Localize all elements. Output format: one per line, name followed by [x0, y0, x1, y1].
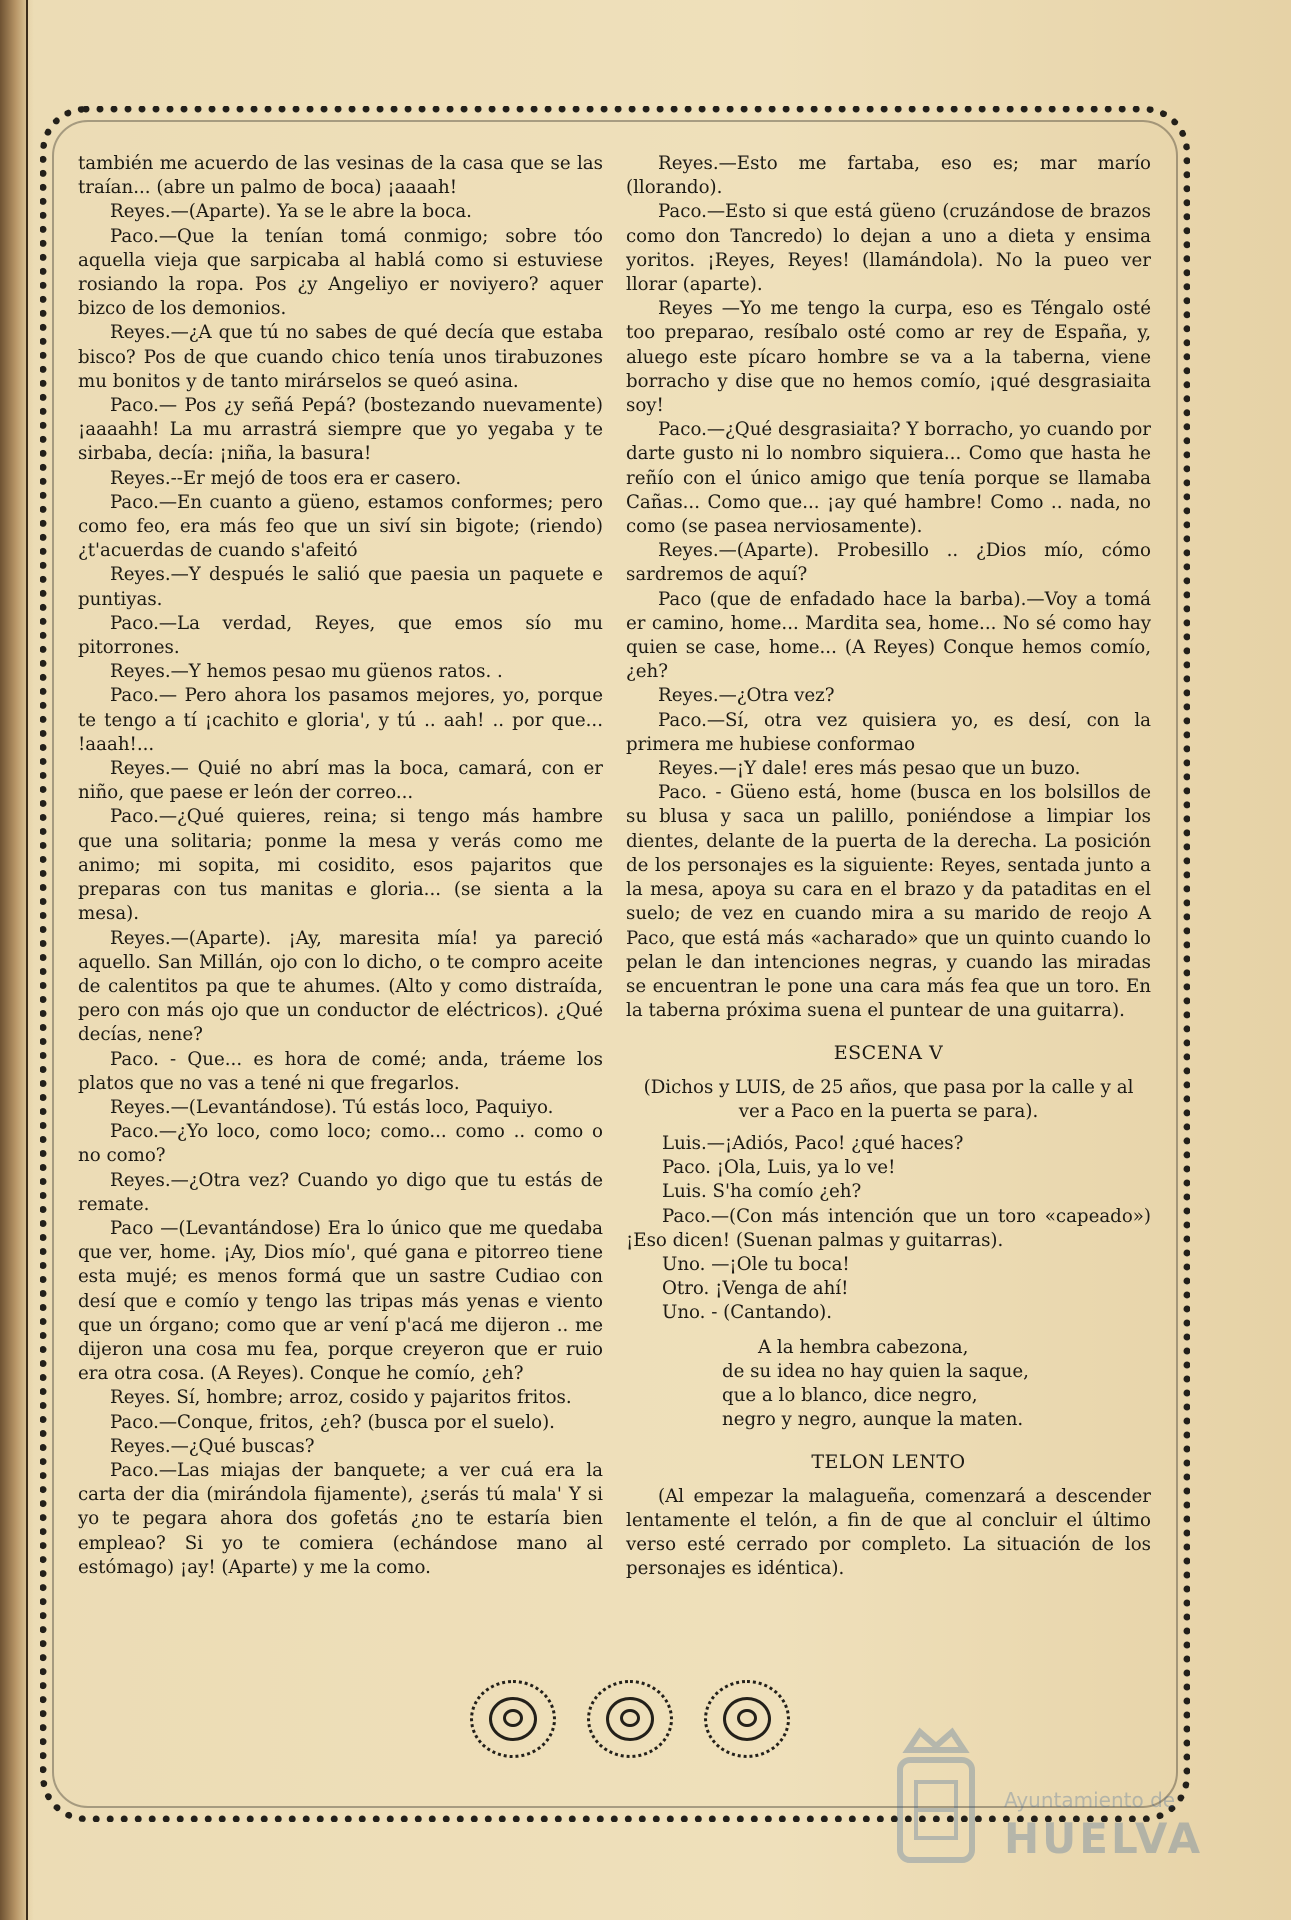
paragraph: Reyes.— Quié no abrí mas la boca, camará, con er niño, que paese er león der correo...: [78, 758, 603, 804]
watermark-text: [1004, 1788, 1214, 1863]
paragraph: Paco.—La verdad, Reyes, que emos sío mu pitorrones.: [78, 612, 603, 659]
verse-line: A la hembra cabezona,: [758, 1336, 969, 1358]
dialog-line: Otro. ¡Venga de ahí!: [662, 1278, 849, 1300]
paragraph: Paco.—¿Yo loco, como loco; como... como .. como o no como?: [78, 1121, 603, 1167]
paragraph: Paco.—Conque, fritos, ¿eh? (busca por el suelo).: [110, 1411, 555, 1433]
left-column: [78, 152, 603, 1580]
right-column: [626, 152, 1151, 1581]
rose-ornament-icon: [587, 1680, 673, 1758]
paragraph: Paco.—Sí, otra vez quisiera yo, es desí, con la primera me hubiese conformao: [626, 709, 1151, 755]
verse-line: negro y negro, aunque la maten.: [722, 1409, 1024, 1431]
crest-icon: [880, 1720, 990, 1880]
scene-heading: ESCENA V: [833, 1042, 944, 1065]
paragraph: Reyes.—¿Otra vez?: [658, 685, 835, 707]
paragraph: Reyes.—¡Y dale! eres más pesao que un buzo.: [658, 758, 1081, 780]
dialog-line: Luis. S'ha comío ¿eh?: [662, 1181, 862, 1203]
paragraph: Reyes.—Y después le salió que paesia un paquete e puntiyas.: [78, 564, 603, 610]
paragraph: Reyes.—¿Qué buscas?: [110, 1435, 315, 1457]
paragraph: Reyes.—Esto me fartaba, eso es; mar marío (llorando).: [626, 153, 1151, 199]
dialog-line: Uno. - (Cantando).: [662, 1302, 833, 1324]
paragraph: Reyes —Yo me tengo la curpa, eso es Téngalo osté too preparao, resíbalo osté como ar rey de España, y, aluego este pícaro hombre se va a la taberna, viene borracho y dise que no hemos comío, ¡qué desgrasiaita soy!: [626, 298, 1151, 417]
rose-ornament-icon: [470, 1680, 556, 1758]
watermark-small-text: Ayuntamiento de: [1004, 1788, 1176, 1812]
paragraph: también me acuerdo de las vesinas de la casa que se las traían... (abre un palmo de boca) ¡aaaah!: [78, 153, 603, 199]
paragraph: Paco. - Que... es hora de comé; anda, tráeme los platos que no vas a tené ni que fregarlos.: [78, 1048, 603, 1094]
verse-line: que a lo blanco, dice negro,: [722, 1384, 978, 1406]
rose-ornament-icon: [704, 1680, 790, 1758]
dialog-line: Paco. ¡Ola, Luis, ya lo ve!: [662, 1157, 896, 1179]
paragraph: Paco.— Pero ahora los pasamos mejores, yo, porque te tengo a tí ¡cachito e gloria', y tú .. aah! .. por que... !aaah!...: [78, 685, 603, 755]
paragraph: Reyes.—¿Otra vez? Cuando yo digo que tu estás de remate.: [78, 1169, 603, 1215]
paragraph: Reyes.--Er mejó de toos era er casero.: [110, 467, 462, 489]
paragraph: Paco.—¿Qué desgrasiaita? Y borracho, yo cuando por darte gusto ni lo nombro siquiera... Como que hasta he reñío con el único amigo que tenía porque se llamaba Cañas... Como que... ¡ay qué hambre! Como .. nada, no como (se pasea nerviosamente).: [626, 419, 1151, 538]
rose-ornaments: [470, 1680, 790, 1760]
paragraph: Paco (que de enfadado hace la barba).—Voy a tomá er camino, home... Mardita sea, home... No sé como hay quien se case, home... (A Reyes) Conque hemos comío, ¿eh?: [626, 588, 1151, 683]
song-verse: [722, 1336, 1151, 1433]
dialog-line: Luis.—¡Adiós, Paco! ¿qué haces?: [662, 1132, 964, 1154]
paragraph: Reyes. Sí, hombre; arroz, cosido y pajaritos fritos.: [110, 1387, 572, 1409]
paragraph: Reyes.—(Aparte). ¡Ay, maresita mía! ya pareció aquello. San Millán, ojo con lo dicho, o te compro aceite de calentitos pa que te ahumes. (Alto y como distraída, pero con más ojo que un conductor de eléctricos). ¿Qué decías, nene?: [78, 927, 603, 1046]
verse-line: de su idea no hay quien la saque,: [722, 1360, 1029, 1382]
paragraph: Paco.—Que la tenían tomá conmigo; sobre tóo aquella vieja que sarpicaba al hablá como si estuviese rosiando la ropa. Pos ¿y Angeliyo er noviyero? aquer bizco de los demonios.: [78, 225, 603, 320]
archive-watermark: [880, 1720, 1210, 1880]
paragraph: Paco —(Levantándose) Era lo único que me quedaba que ver, home. ¡Ay, Dios mío', qué gana e pitorreo tiene esta mujé; es menos formá que un sastre Cudiao con desí que e comío y tengo las tripas más yenas e viento que un órgano; como que ar vení p'acá me dijeron .. me dijeron una cosa mu fea, porque creyeron que er ruio era otra cosa. (A Reyes). Conque he comío, ¿eh?: [78, 1217, 603, 1385]
paragraph: Paco. - Güeno está, home (busca en los bolsillos de su blusa y saca un palillo, poniéndose a limpiar los dientes, delante de la puerta de la derecha. La posición de los personajes es la siguiente: Reyes, sentada junto a la mesa, apoya su cara en el brazo y da pataditas en el suelo; de vez en cuando mira a su marido de reojo A Paco, que está más «acharado» que un quinto cuando lo pelan le dan intenciones negras, y cuando las miradas se encuentran le pone una cara más fea que un toro. En la taberna próxima suena el puntear de una guitarra).: [626, 782, 1151, 1022]
paragraph: Reyes.—(Aparte). Probesillo .. ¿Dios mío, cómo sardremos de aquí?: [626, 540, 1151, 586]
paragraph: Reyes.—Y hemos pesao mu güenos ratos. .: [110, 661, 503, 683]
dialog-block: [626, 1132, 1151, 1326]
paragraph: Paco.—Las miajas der banquete; a ver cuá era la carta der dia (mirándola fijamente), ¿serás tú mala' Y si yo te pegara ahora dos gofetás ¿no te estaría bien empleao? Si yo te comiera (echándose mano al estómago) ¡ay! (Aparte) y me la como.: [78, 1459, 603, 1578]
dialog-line: Paco.—(Con más intención que un toro «capeado») ¡Eso dicen! (Suenan palmas y guitarras).: [626, 1205, 1151, 1251]
closing-note: (Al empezar la malagueña, comenzará a descender lentamente el telón, a fin de que al concluir el último verso esté cerrado por completo. La situación de los personajes es idéntica).: [626, 1485, 1151, 1580]
paragraph: Reyes.—(Aparte). Ya se le abre la boca.: [110, 201, 472, 223]
paragraph: Paco.— Pos ¿y señá Pepá? (bostezando nuevamente) ¡aaaahh! La mu arrastrá siempre que yo yegaba y te sirbaba, decía: ¡niña, la basura!: [78, 395, 603, 465]
paragraph: Paco.—En cuanto a güeno, estamos conformes; pero como feo, era más feo que un siví sin bigote; (riendo) ¿t'acuerdas de cuando s'afeitó: [78, 491, 603, 562]
binding-spine: [0, 0, 28, 1920]
dialog-line: Uno. —¡Ole tu boca!: [662, 1253, 850, 1275]
scene-note: (Dichos y LUIS, de 25 años, que pasa por la calle y al ver a Paco en la puerta se para).: [643, 1076, 1134, 1122]
paragraph: Reyes.—(Levantándose). Tú estás loco, Paquiyo.: [110, 1096, 554, 1118]
paragraph: Reyes.—¿A que tú no sabes de qué decía que estaba bisco? Pos de que cuando chico tenía unos tirabuzones mu bonitos y de tanto mirárselos se queó asina.: [78, 322, 603, 392]
paragraph: Paco.—¿Qué quieres, reina; si tengo más hambre que una solitaria; ponme la mesa y verás como me animo; mi sopita, mi cosidito, esos pajaritos que preparas con tus manitas e gloria... (se sienta a la mesa).: [78, 806, 603, 925]
paragraph: Paco.—Esto si que está güeno (cruzándose de brazos como don Tancredo) lo dejan a uno a dieta y ensima yoritos. ¡Reyes, Reyes! (llamándola). No la pueo ver llorar (aparte).: [626, 201, 1151, 296]
curtain-heading: TELON LENTO: [811, 1451, 966, 1474]
watermark-big-text: HUELVA: [1004, 1814, 1204, 1863]
